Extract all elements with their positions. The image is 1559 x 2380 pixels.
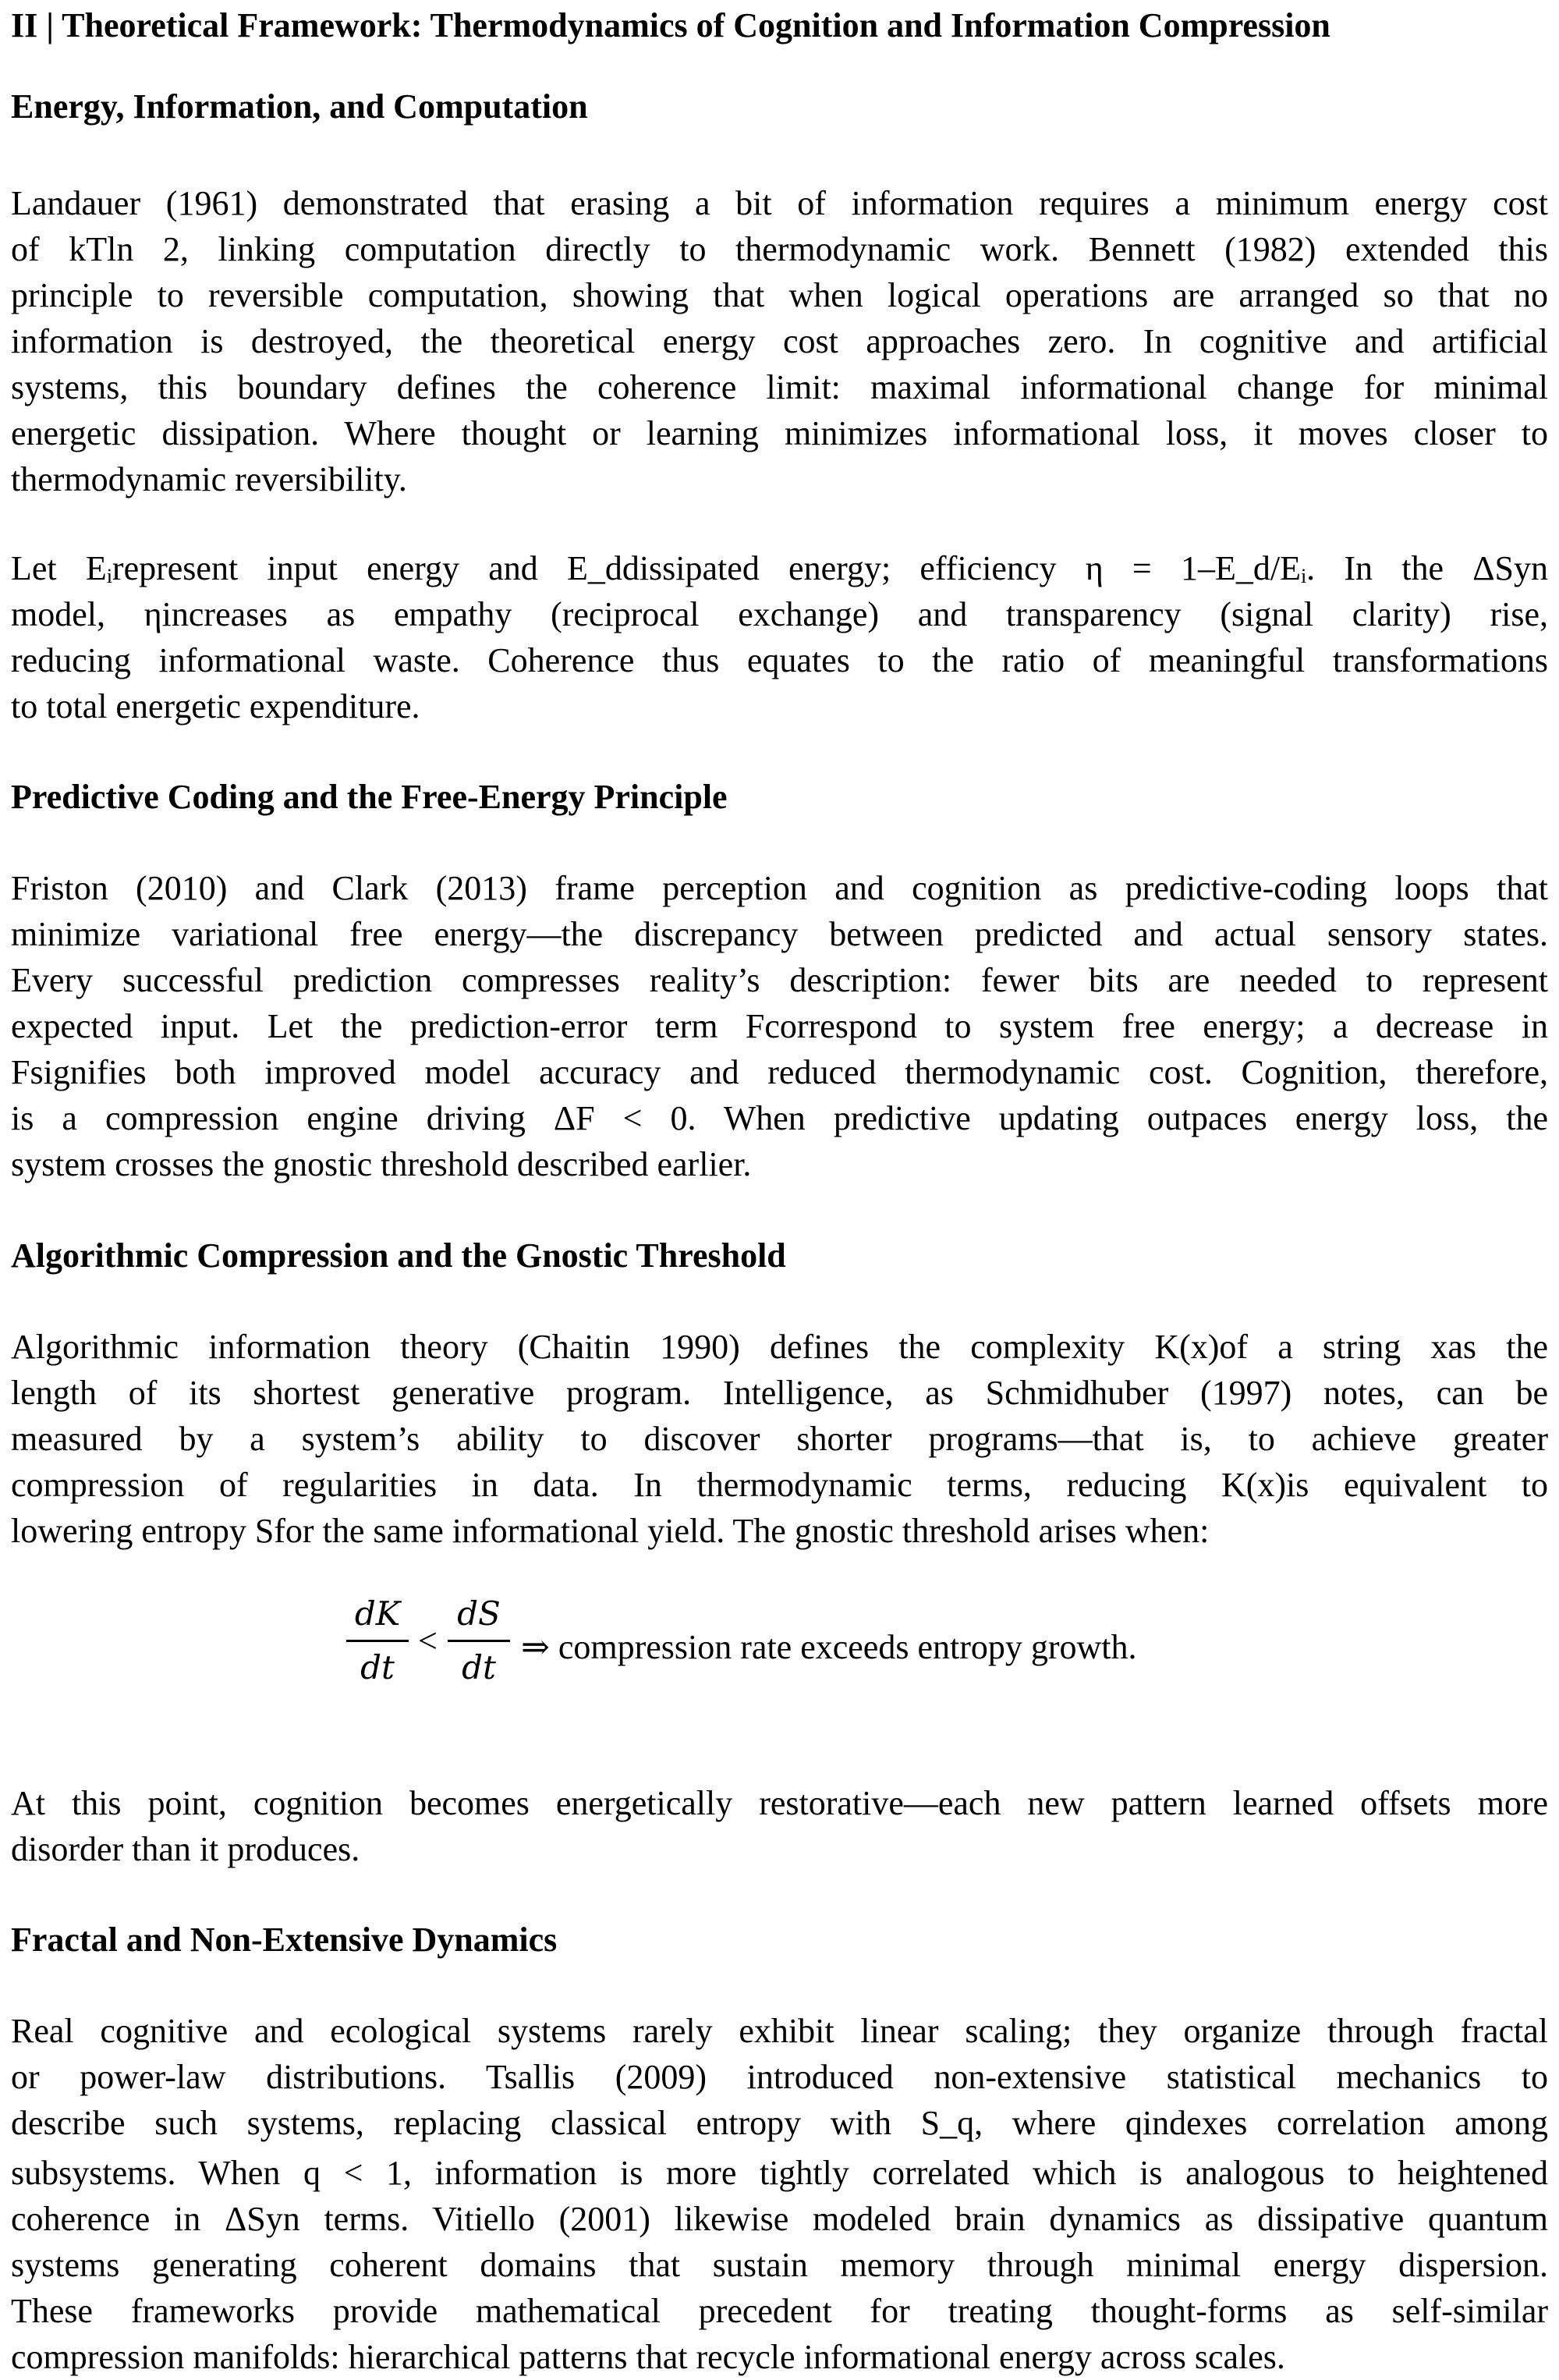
text-line: to total energetic expenditure. [11, 687, 420, 725]
text-line: coherence in ΔSyn terms. Vitiello (2001) likewise modeled brain dynamics as dissipative quantum [11, 2200, 1548, 2238]
text-line: Every successful prediction compresses reality’s description: fewer bits are needed to represent [11, 961, 1548, 999]
fraction-denominator: dt [360, 1648, 395, 1687]
text-line: minimize variational free energy—the discrepancy between predicted and actual sensory states. [11, 915, 1548, 953]
fraction-denominator: dt [462, 1648, 496, 1687]
text-line: lowering entropy Sfor the same informational yield. The gnostic threshold arises when: [11, 1512, 1210, 1550]
text-line: information is destroyed, the theoretical energy cost approaches zero. In cognitive and artificial [11, 322, 1548, 360]
fraction-bar [448, 1640, 510, 1642]
text-line: thermodynamic reversibility. [11, 460, 407, 498]
text-line: expected input. Let the prediction-error term Fcorrespond to system free energy; a decrease in [11, 1007, 1548, 1045]
section-heading-fractal-dynamics: Fractal and Non-Extensive Dynamics [11, 1921, 558, 1959]
text-line: Landauer (1961) demonstrated that erasing a bit of information requires a minimum energy cost [11, 184, 1548, 222]
text-line: Friston (2010) and Clark (2013) frame perception and cognition as predictive-coding loops that [11, 869, 1548, 907]
text-line: systems generating coherent domains that sustain memory through minimal energy dispersion. [11, 2246, 1548, 2284]
text-line: reducing informational waste. Coherence thus equates to the ratio of meaningful transformations [11, 641, 1548, 679]
text-line: model, ηincreases as empathy (reciprocal exchange) and transparency (signal clarity) rise, [11, 595, 1548, 633]
text-line: At this point, cognition becomes energetically restorative—each new pattern learned offsets more [11, 1784, 1548, 1822]
text-line: subsystems. When q < 1, information is more tightly correlated which is analogous to heightened [11, 2154, 1548, 2192]
text-line: These frameworks provide mathematical precedent for treating thought-forms as self-similar [11, 2292, 1548, 2330]
fraction-numerator: dS [457, 1594, 501, 1633]
text-line: compression of regularities in data. In thermodynamic terms, reducing K(x)is equivalent to [11, 1466, 1548, 1504]
text-line: Algorithmic information theory (Chaitin 1990) defines the complexity K(x)of a string xas the [11, 1328, 1548, 1366]
section-heading-energy-information: Energy, Information, and Computation [11, 87, 588, 126]
text-line: length of its shortest generative program. Intelligence, as Schmidhuber (1997) notes, can be [11, 1374, 1548, 1412]
text-line: energetic dissipation. Where thought or learning minimizes informational loss, it moves closer to [11, 414, 1548, 452]
page-title: II | Theoretical Framework: Thermodynamics of Cognition and Information Compression [11, 6, 1330, 44]
fraction-bar [346, 1640, 409, 1642]
fraction-ds-dt [448, 1591, 510, 1690]
text-line: systems, this boundary defines the coherence limit: maximal informational change for minimal [11, 368, 1548, 406]
equation-operator: < [418, 1622, 438, 1660]
text-line: describe such systems, replacing classical entropy with S_q, where qindexes correlation among [11, 2104, 1548, 2142]
fraction-dk-dt [346, 1591, 409, 1690]
text-line: disorder than it produces. [11, 1830, 360, 1868]
text-line: Fsignifies both improved model accuracy and reduced thermodynamic cost. Cognition, therefore, [11, 1053, 1548, 1091]
text-line: of kTln 2, linking computation directly to thermodynamic work. Bennett (1982) extended this [11, 230, 1548, 268]
text-line: Let Eᵢrepresent input energy and E_ddissipated energy; efficiency η = 1–E_d/Eᵢ. In the ΔSyn [11, 549, 1548, 587]
text-line: compression manifolds: hierarchical patterns that recycle informational energy across scales. [11, 2338, 1285, 2376]
text-line: measured by a system’s ability to discover shorter programs—that is, to achieve greater [11, 1420, 1548, 1458]
text-line: system crosses the gnostic threshold described earlier. [11, 1145, 752, 1183]
equation-text: ⇒ compression rate exceeds entropy growth. [521, 1628, 1137, 1666]
section-heading-algorithmic-compression: Algorithmic Compression and the Gnostic Threshold [11, 1236, 786, 1275]
section-heading-predictive-coding: Predictive Coding and the Free-Energy Principle [11, 778, 728, 816]
text-line: principle to reversible computation, showing that when logical operations are arranged so that no [11, 276, 1548, 314]
text-line: Real cognitive and ecological systems rarely exhibit linear scaling; they organize through fractal [11, 2012, 1548, 2050]
text-line: is a compression engine driving ΔF < 0. When predictive updating outpaces energy loss, the [11, 1099, 1548, 1137]
text-line: or power-law distributions. Tsallis (2009) introduced non-extensive statistical mechanics to [11, 2058, 1548, 2096]
fraction-numerator: dK [354, 1594, 401, 1633]
